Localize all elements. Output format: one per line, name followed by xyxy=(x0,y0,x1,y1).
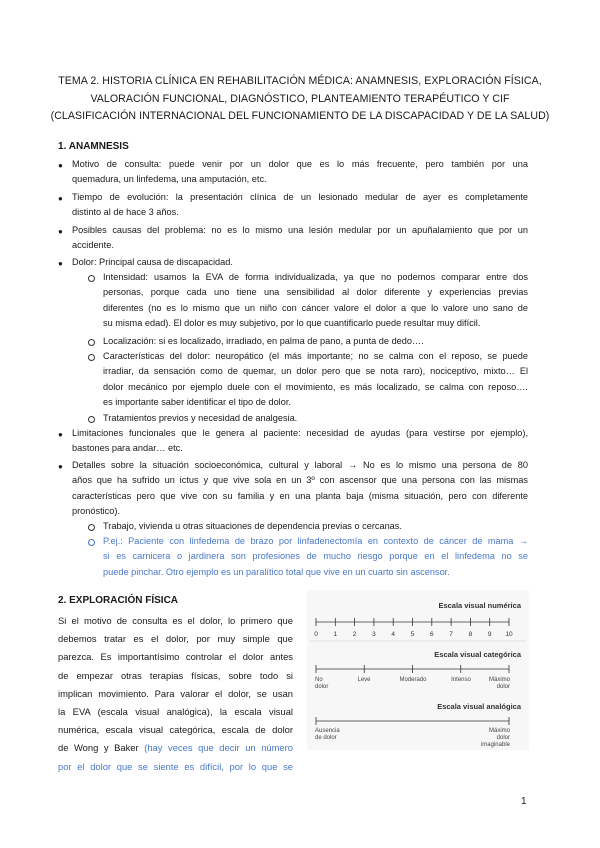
text-line: distinto al de hace 3 años. xyxy=(72,207,179,218)
text-line: pronóstico). xyxy=(72,506,121,517)
bullet-dot: ● xyxy=(58,161,63,170)
text-line: numérica, escala visual categórica, escala de dolor xyxy=(58,724,293,736)
text-fragment: de Wong y Baker xyxy=(58,742,145,754)
cat-label-maximo-2: dolor xyxy=(496,684,510,690)
cat-label-no: No xyxy=(315,677,323,683)
sub-bullet-circle xyxy=(88,539,95,546)
text-line: Características del dolor: neuropático (el más importante; no se calma con el reposo, se puede xyxy=(103,351,528,361)
text-line: si es carnicera o jardinera son profesiones de mucho riesgo porque en el linfedema no se xyxy=(103,551,528,562)
bullet-dot: ● xyxy=(58,259,63,268)
sub-localizacion xyxy=(103,334,528,349)
text-line xyxy=(58,739,293,757)
text-line: irradiar, da sensación como de quemar, un dolor pero que se nota raro), nociceptivo, mixto… El xyxy=(103,366,528,377)
numeric-label: 7 xyxy=(449,631,453,638)
bullet-dot: ● xyxy=(58,462,63,471)
bullet-dot: ● xyxy=(58,194,63,203)
sub-intensidad xyxy=(103,270,528,332)
text-line: Detalles sobre la situación socioeconómica, cultural y laboral → No es lo mismo una persona de 80 xyxy=(72,460,528,470)
text-line: Intensidad: usamos la EVA de forma individualizada, ya que no podemos comparar entre dos xyxy=(103,272,528,282)
numeric-label: 10 xyxy=(505,631,513,638)
text-line: Si el motivo de consulta es el dolor, lo primero que xyxy=(58,615,293,626)
sub-tratamientos xyxy=(103,411,528,426)
sub-trabajo xyxy=(103,519,528,534)
sub-bullet-circle xyxy=(88,354,95,361)
text-line: quemadura, un linfedema, una amputación, etc. xyxy=(72,174,267,185)
exploracion-paragraph xyxy=(58,612,293,776)
text-line: Dolor: Principal causa de discapacidad. xyxy=(72,257,233,267)
analog-right-label-2: dolor xyxy=(496,735,510,741)
text-line: Localización: si es localizado, irradiado, en palma de pano, a punta de dedo…. xyxy=(103,336,424,346)
title-line-1: TEMA 2. HISTORIA CLÍNICA EN REHABILITACIÓN MÉDICA: ANAMNESIS, EXPLORACIÓN FÍSICA, xyxy=(58,75,542,87)
title-line-2: VALORACIÓN FUNCIONAL, DIAGNÓSTICO, PLANTEAMIENTO TERAPÉUTICO Y CIF xyxy=(90,92,510,105)
sub-bullet-circle xyxy=(88,416,95,423)
numeric-label: 2 xyxy=(352,631,357,638)
sub-caracteristicas xyxy=(103,349,528,411)
numeric-label: 8 xyxy=(468,631,473,638)
numeric-label: 9 xyxy=(487,631,492,638)
text-line: Limitaciones funcionales que le genera al paciente: necesidad de ayudas (para vestirse por ejemplo), xyxy=(72,428,528,438)
text-line: por el dolor que se siente es difícil, por lo que se xyxy=(58,760,293,772)
analog-left-label-2: de dolor xyxy=(315,735,337,741)
text-line: P.ej.: Paciente con linfedema de brazo por linfadenectomía en contexto de cáncer de mama → xyxy=(103,536,528,546)
cat-label-leve: Leve xyxy=(357,677,371,683)
text-line: diferentes (no es lo mismo que un niño con cáncer valore el dolor a que lo valore uno sano de xyxy=(103,302,528,313)
analog-scale-title: Escala visual analógica xyxy=(437,702,521,711)
bullet-dot: ● xyxy=(58,227,63,236)
page-number: 1 xyxy=(521,796,527,807)
bullet-dot: ● xyxy=(58,430,63,439)
sub-bullet-circle xyxy=(88,275,95,282)
section-heading-exploracion: 2. EXPLORACIÓN FÍSICA xyxy=(58,595,179,606)
analog-right-label-3: imaginable xyxy=(480,742,510,748)
sub-ejemplo xyxy=(103,534,528,580)
numeric-label: 4 xyxy=(391,631,396,638)
numeric-scale-ticks xyxy=(314,618,513,638)
text-line: es importante saber identificar el tipo de dolor. xyxy=(103,397,291,408)
pain-scales-figure xyxy=(307,590,529,750)
numeric-label: 6 xyxy=(429,631,434,638)
bullet-dolor xyxy=(72,255,528,270)
cat-label-no-2: dolor xyxy=(315,684,329,690)
bullet-tiempo xyxy=(72,190,528,221)
text-line: accidente. xyxy=(72,240,114,251)
text-line: Trabajo, vivienda u otras situaciones de dependencia previas o cercanas. xyxy=(103,521,402,531)
analog-right-label: Máximo xyxy=(488,728,510,734)
text-line: Tratamientos previos y necesidad de analgesia. xyxy=(103,413,298,423)
numeric-label: 5 xyxy=(410,631,415,638)
text-line: su misma edad). El dolor es muy subjetivo, por lo que cuantificarlo puede resultar muy difícil. xyxy=(103,318,481,329)
text-line: la EVA (escala visual analógica), la escala visual xyxy=(58,706,293,718)
sub-bullet-circle xyxy=(88,339,95,346)
text-line: dolor mecánico por ejemplo duele con el movimiento, es más localizado, se calma con reposo…. xyxy=(103,381,528,392)
text-line: Motivo de consulta: puede venir por un dolor que es lo más frecuente, pero también por una xyxy=(72,159,528,169)
numeric-label: 1 xyxy=(333,631,338,638)
text-line: Posibles causas del problema: no es lo mismo una lesión medular por un apuñalamiento que por un xyxy=(72,225,528,235)
numeric-label: 0 xyxy=(314,631,318,638)
text-line: personas, porque cada uno tiene una sensibilidad al dolor diferente y experiencias previas xyxy=(103,287,528,298)
section-heading-anamnesis: 1. ANAMNESIS xyxy=(58,141,129,152)
bullet-causas xyxy=(72,223,528,254)
text-line: bastones para andar… etc. xyxy=(72,443,183,454)
text-fragment-blue: (hay veces que decir un número xyxy=(144,742,293,754)
bullet-motivo xyxy=(72,157,528,188)
title-line-3: (CLASIFICACIÓN INTERNACIONAL DEL FUNCIONAMIENTO DE LA DISCAPACIDAD Y DE LA SALUD) xyxy=(50,110,550,122)
cat-label-intenso: Intenso xyxy=(451,677,471,683)
text-line: años que ha sufrido un ictus y que vive sola en un 3º con ascensor que una persona con las mismas xyxy=(72,475,528,486)
bullet-detalles xyxy=(72,458,528,520)
text-line: debemos tratar es el dolor, por muy simple que xyxy=(58,633,293,645)
numeric-label: 3 xyxy=(372,631,376,638)
cat-label-moderado: Moderado xyxy=(399,677,427,683)
cat-label-maximo: Máximo xyxy=(488,677,510,683)
bullet-limitaciones xyxy=(72,426,528,457)
text-line: puede pinchar. Otro ejemplo es un paralítico total que vive en un cuarto sin ascensor. xyxy=(103,566,450,577)
text-line: características pero que vive con su familia y en una planta baja (misma situación, pero con diferente xyxy=(72,490,528,501)
text-line: Tiempo de evolución: la presentación clínica de un lesionado medular de ayer es completamente xyxy=(72,192,528,202)
numeric-scale-title: Escala visual numérica xyxy=(438,601,521,610)
categorical-scale-title: Escala visual categórica xyxy=(434,650,521,659)
sub-bullet-circle xyxy=(88,524,95,531)
text-line: parezca. Es importantísimo controlar el dolor antes xyxy=(58,651,293,663)
text-line: implican movimiento. Para valorar el dolor, se usan xyxy=(58,687,293,699)
analog-left-label: Ausencia xyxy=(315,728,340,734)
page-title xyxy=(40,73,560,126)
text-line: de empezar otras terapias físicas, sobre todo si xyxy=(58,669,293,681)
